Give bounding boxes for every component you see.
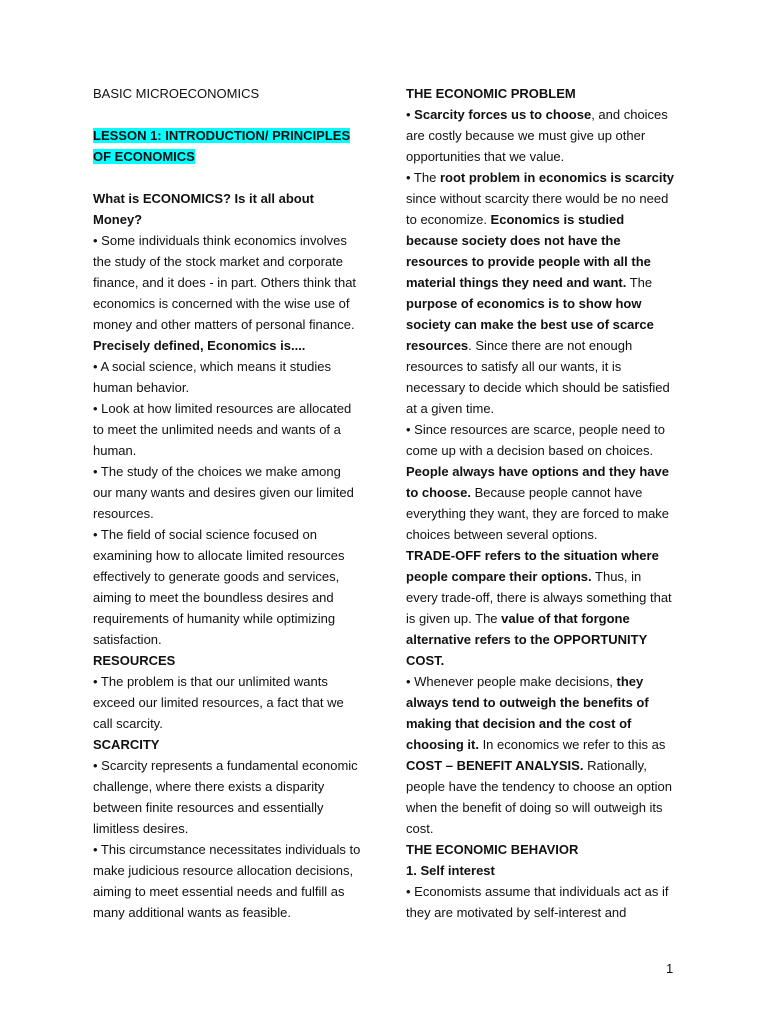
paragraph-line: the study of the stock market and corporate [93, 254, 344, 269]
bullet-line: • The problem is that our unlimited wants [93, 674, 328, 689]
paragraph-line: always tend to outweigh the benefits of [406, 695, 649, 710]
paragraph-line: making that decision and the cost of [406, 716, 632, 731]
paragraph-line: resources to satisfy all our wants, it is [406, 359, 622, 374]
paragraph-line: • Whenever people make decisions, they [406, 674, 644, 689]
bullet-line: call scarcity. [93, 716, 163, 731]
economic-problem-heading: THE ECONOMIC PROBLEM [406, 86, 576, 101]
paragraph-line: society can make the best use of scarce [406, 317, 654, 332]
bullet-line: • Scarcity represents a fundamental economic [93, 758, 358, 773]
bullet-line: effectively to generate goods and services, [93, 569, 340, 584]
bullet-line: human behavior. [93, 380, 190, 395]
paragraph-line: they are motivated by self-interest and [406, 905, 627, 920]
paragraph-line: alternative refers to the OPPORTUNITY [406, 632, 648, 647]
bullet-line: challenge, where there exists a disparity [93, 779, 325, 794]
bullet-line: • The study of the choices we make among [93, 464, 341, 479]
paragraph-line: to economize. Economics is studied [406, 212, 625, 227]
left-column [93, 83, 368, 923]
bullet-line: aiming to meet the boundless desires and [93, 590, 334, 605]
bullet-line: examining how to allocate limited resources [93, 548, 345, 563]
paragraph-line: people compare their options. Thus, in [406, 569, 642, 584]
paragraph-line: • Since resources are scarce, people need to [406, 422, 665, 437]
paragraph-line: is given up. The value of that forgone [406, 611, 630, 626]
self-interest-heading: 1. Self interest [406, 863, 495, 878]
paragraph-line: choices between several options. [406, 527, 598, 542]
paragraph-line: COST – BENEFIT ANALYSIS. Rationally, [406, 758, 647, 773]
bullet-line: • A social science, which means it studies [93, 359, 331, 374]
paragraph-line: finance, and it does - in part. Others think that [93, 275, 357, 290]
paragraph-line: TRADE-OFF refers to the situation where [406, 548, 659, 563]
bullet-line: requirements of humanity while optimizing [93, 611, 336, 626]
document-title: BASIC MICROECONOMICS [93, 86, 260, 101]
bullet-line: limitless desires. [93, 821, 189, 836]
lesson-heading-line-2: OF ECONOMICS [93, 149, 195, 164]
paragraph-line: cost. [406, 821, 434, 836]
paragraph-line: purpose of economics is to show how [406, 296, 642, 311]
economic-behavior-heading: THE ECONOMIC BEHAVIOR [406, 842, 579, 857]
page-number: 1 [666, 961, 674, 976]
paragraph-line: since without scarcity there would be no need [406, 191, 669, 206]
paragraph-line: come up with a decision based on choices. [406, 443, 654, 458]
bullet-line: satisfaction. [93, 632, 162, 647]
bullet-line: resources. [93, 506, 154, 521]
paragraph-line: are costly because we must give up other [406, 128, 646, 143]
bullet-line: aiming to meet essential needs and fulfill as [93, 884, 345, 899]
bullet-line: many additional wants as feasible. [93, 905, 292, 920]
lesson-heading-line-1: LESSON 1: INTRODUCTION/ PRINCIPLES [93, 128, 351, 143]
paragraph-line: People always have options and they have [406, 464, 669, 479]
paragraph-line: • Some individuals think economics involves [93, 233, 347, 248]
paragraph-line: • Scarcity forces us to choose, and choices [406, 107, 668, 122]
paragraph-line: money and other matters of personal finance. [93, 317, 355, 332]
paragraph-line: to choose. Because people cannot have [406, 485, 643, 500]
paragraph-line: when the benefit of doing so will outweigh its [406, 800, 663, 815]
paragraph-line: economics is concerned with the wise use of [93, 296, 350, 311]
bullet-line: to meet the unlimited needs and wants of a [93, 422, 341, 437]
paragraph-line: people have the tendency to choose an option [406, 779, 672, 794]
paragraph-line: everything they want, they are forced to make [406, 506, 670, 521]
bullet-line: • Look at how limited resources are allocated [93, 401, 352, 416]
question-heading-line: Money? [93, 212, 143, 227]
bullet-line: exceed our limited resources, a fact that we [93, 695, 344, 710]
paragraph-line: opportunities that we value. [406, 149, 565, 164]
paragraph-line: every trade-off, there is always something that [406, 590, 672, 605]
question-heading-line: What is ECONOMICS? Is it all about [93, 191, 315, 206]
paragraph-line: at a given time. [406, 401, 495, 416]
paragraph-line: necessary to decide which should be satisfied [406, 380, 670, 395]
resources-heading: RESOURCES [93, 653, 176, 668]
bullet-line: our many wants and desires given our limited [93, 485, 354, 500]
paragraph-line: • The root problem in economics is scarcity [406, 170, 675, 185]
bullet-line: • The field of social science focused on [93, 527, 317, 542]
paragraph-line: choosing it. In economics we refer to this as [406, 737, 666, 752]
paragraph-line: material things they need and want. The [406, 275, 653, 290]
paragraph-line: resources to provide people with all the [406, 254, 651, 269]
right-column [406, 83, 681, 923]
bullet-line: make judicious resource allocation decisions, [93, 863, 354, 878]
bullet-line: human. [93, 443, 137, 458]
paragraph-line: because society does not have the [406, 233, 621, 248]
definition-heading: Precisely defined, Economics is.... [93, 338, 306, 353]
bullet-line: • This circumstance necessitates individuals to [93, 842, 361, 857]
paragraph-line: • Economists assume that individuals act as if [406, 884, 669, 899]
scarcity-heading: SCARCITY [93, 737, 160, 752]
bullet-line: between finite resources and essentially [93, 800, 324, 815]
paragraph-line: COST. [406, 653, 445, 668]
paragraph-line: resources. Since there are not enough [406, 338, 633, 353]
